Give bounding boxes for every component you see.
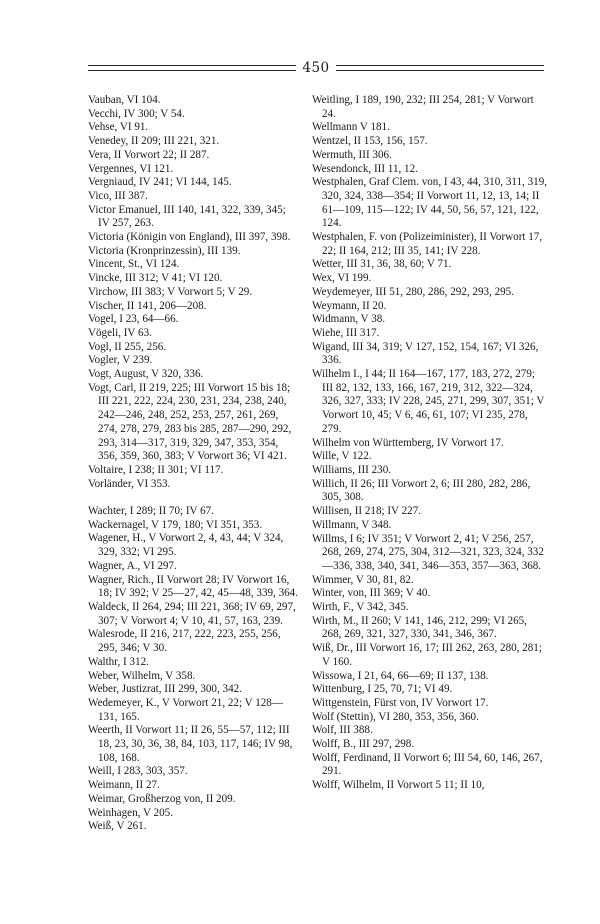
index-entry: Vehse, VI 91. — [88, 121, 149, 134]
index-entry: Victoria (Kronprinzessin), III 139. — [88, 244, 241, 257]
index-entry: Waldeck, II 264, 294; III 221, 368; IV 69, 297, 307; V Vorwort 4; V 10, 41, 57, 163, 239. — [88, 601, 296, 627]
page-number: 450 — [302, 60, 330, 76]
index-entry: Weimann, II 27. — [88, 779, 160, 792]
index-column-left — [88, 94, 300, 834]
index-column-right — [312, 94, 548, 793]
index-entry: Walesrode, II 216, 217, 222, 223, 255, 256, 295, 346; V 30. — [88, 628, 281, 655]
index-entry: Vincent, St., VI 124. — [88, 258, 180, 271]
index-entry: Weimar, Großherzog von, II 209. — [88, 792, 236, 805]
index-entry: Weill, I 283, 303, 357. — [88, 765, 188, 778]
index-entry: Wagner, Rich., II Vorwort 28; IV Vorwort 16, 18; IV 392; V 25—27, 42, 45—48, 339, 364. — [88, 573, 299, 600]
index-entry: Vogel, I 23, 64—66. — [88, 313, 179, 326]
index-entry: Wermuth, III 306. — [312, 148, 392, 161]
index-entry: Vögeli, IV 63. — [88, 326, 152, 339]
index-entry: Venedey, II 209; III 221, 321. — [88, 135, 220, 148]
index-entry: Widmann, V 38. — [312, 313, 386, 326]
index-entry: Wimmer, V 30, 81, 82. — [312, 573, 414, 586]
index-entry: Wilhelm I., I 44; II 164—167, 177, 183, 272, 279; III 82, 132, 133, 166, 167, 219, 312, 322—324, 326, 327, 333; IV 228, 245, 271, 299, 307, 351; V Vorwort 10, 45; V 6, 46, 61, 107; VI 235, 278, 279. — [312, 368, 545, 435]
index-entry: Wissowa, I 21, 64, 66—69; II 137, 138. — [312, 669, 489, 682]
index-entry: Westphalen, Graf Clem. von, I 43, 44, 310, 311, 319, 320, 324, 338—354; II Vorwort 11, 12, 13, 14; II 61—109, 115—122; IV 44, 50, 56, 57, 121, 122, 124. — [312, 176, 548, 230]
index-entry: Weiß, V 261. — [88, 820, 147, 833]
index-entry: Wex, VI 199. — [312, 272, 372, 285]
index-entry: Wagner, A., VI 297. — [88, 559, 177, 572]
index-entry: Wetter, III 31, 36, 38, 60; V 71. — [312, 258, 452, 271]
header-rule-left — [88, 65, 296, 71]
index-entry: Williams, III 230. — [312, 463, 392, 476]
index-entry: Weber, Wilhelm, V 358. — [88, 669, 196, 682]
letter-section-gap — [88, 491, 300, 505]
page-header — [88, 58, 544, 78]
index-entry: Vergniaud, IV 241; VI 144, 145. — [88, 176, 232, 189]
index-entry: Voltaire, I 238; II 301; VI 117. — [88, 463, 224, 476]
index-entry: Vergennes, VI 121. — [88, 162, 174, 175]
index-entry: Wiehe, III 317. — [312, 326, 380, 339]
index-entry: Wesendonck, III 11, 12. — [312, 162, 418, 175]
index-entry: Vauban, VI 104. — [88, 94, 161, 106]
index-entry: Vogl, II 255, 256. — [88, 340, 167, 353]
index-entry: Vogt, Carl, II 219, 225; III Vorwort 15 bis 18; III 221, 222, 224, 230, 231, 234, 238, 240, 242—246, 248, 252, 253, 257, 261, 269, 274, 278, 279, 283 bis 285, 287—290, 292, 293, 314—317, 319, 329, 347, 353, 354, 356, 359, 360, 383; V Vorwort 36; VI 421. — [88, 381, 292, 463]
index-entry: Wiß, Dr., III Vorwort 16, 17; III 262, 263, 280, 281; V 160. — [312, 642, 542, 668]
index-entry: Wolf (Stettin), VI 280, 353, 356, 360. — [312, 710, 479, 723]
index-entry: Wagener, H., V Vorwort 2, 4, 43, 44; V 324, 329, 332; VI 295. — [88, 532, 284, 559]
index-entry: Vera, II Vorwort 22; II 287. — [88, 148, 210, 161]
index-entry: Westphalen, F. von (Polizeiminister), II Vorwort 17, 22; II 164, 212; III 35, 141; IV 228. — [312, 231, 543, 257]
index-entry: Vogler, V 239. — [88, 354, 153, 367]
index-entry: Vico, III 387. — [88, 189, 148, 202]
index-entry: Walthr, I 312. — [88, 655, 149, 668]
index-entry: Victoria (Königin von England), III 397, 398. — [88, 231, 291, 244]
index-entry: Wentzel, II 153, 156, 157. — [312, 135, 428, 148]
index-entry: Weber, Justizrat, III 299, 300, 342. — [88, 683, 242, 696]
index-entry: Wachter, I 289; II 70; IV 67. — [88, 505, 215, 518]
index-entry: Vischer, II 141, 206—208. — [88, 299, 207, 312]
index-entry: Wittgenstein, Fürst von, IV Vorwort 17. — [312, 696, 489, 709]
index-entry: Wolff, B., III 297, 298. — [312, 738, 415, 751]
index-entry: Wolf, III 388. — [312, 724, 373, 737]
index-entry: Wilhelm von Württemberg, IV Vorwort 17. — [312, 436, 504, 449]
index-entry: Winter, von, III 369; V 40. — [312, 587, 431, 600]
index-entry: Willmann, V 348. — [312, 518, 392, 531]
index-entry: Wedemeyer, K., V Vorwort 21, 22; V 128—131, 165. — [88, 696, 283, 723]
header-rule-right — [336, 65, 544, 71]
index-entry: Wittenburg, I 25, 70, 71; VI 49. — [312, 683, 453, 696]
index-entry: Vincke, III 312; V 41; VI 120. — [88, 272, 223, 285]
index-entry: Wigand, III 34, 319; V 127, 152, 154, 167; VI 326, 336. — [312, 340, 539, 367]
index-entry: Vogt, August, V 320, 336. — [88, 368, 204, 381]
index-entry: Weitling, I 189, 190, 232; III 254, 281; V Vorwort 24. — [312, 94, 534, 120]
index-entry: Vecchi, IV 300; V 54. — [88, 107, 185, 120]
index-entry: Weinhagen, V 205. — [88, 806, 173, 819]
index-entry: Weerth, II Vorwort 11; II 26, 55—57, 112; III 18, 23, 30, 36, 38, 84, 103, 117, 146; IV 98, 108, 168. — [88, 724, 293, 764]
index-entry: Victor Emanuel, III 140, 141, 322, 339, 345; IV 257, 263. — [88, 203, 286, 230]
index-entry: Vorländer, VI 353. — [88, 477, 171, 490]
index-entry: Weymann, II 20. — [312, 299, 387, 312]
index-entry: Wackernagel, V 179, 180; VI 351, 353. — [88, 518, 263, 531]
index-entry: Wirth, M., II 260; V 141, 146, 212, 299; VI 265, 268, 269, 321, 327, 330, 341, 346, 367. — [312, 614, 527, 641]
index-entry: Wellmann V 181. — [312, 121, 390, 134]
index-entry: Virchow, III 383; V Vorwort 5; V 29. — [88, 285, 253, 298]
index-entry: Wirth, F., V 342, 345. — [312, 601, 409, 614]
index-entry: Weydemeyer, III 51, 280, 286, 292, 293, 295. — [312, 285, 515, 298]
index-entry: Willisen, II 218; IV 227. — [312, 505, 422, 518]
index-entry: Wille, V 122. — [312, 450, 372, 463]
index-entry: Willms, I 6; IV 351; V Vorwort 2, 41; V 256, 257, 268, 269, 274, 275, 304, 312—321, 323, 324, 332—336, 338, 340, 341, 346—353, 357—363, 368. — [312, 532, 544, 572]
index-entry: Willich, II 26; III Vorwort 2, 6; III 280, 282, 286, 305, 308. — [312, 477, 531, 504]
index-entry: Wolff, Ferdinand, II Vorwort 6; III 54, 60, 146, 267, 291. — [312, 751, 543, 778]
index-entry: Wolff, Wilhelm, II Vorwort 5 11; II 10, — [312, 779, 485, 792]
